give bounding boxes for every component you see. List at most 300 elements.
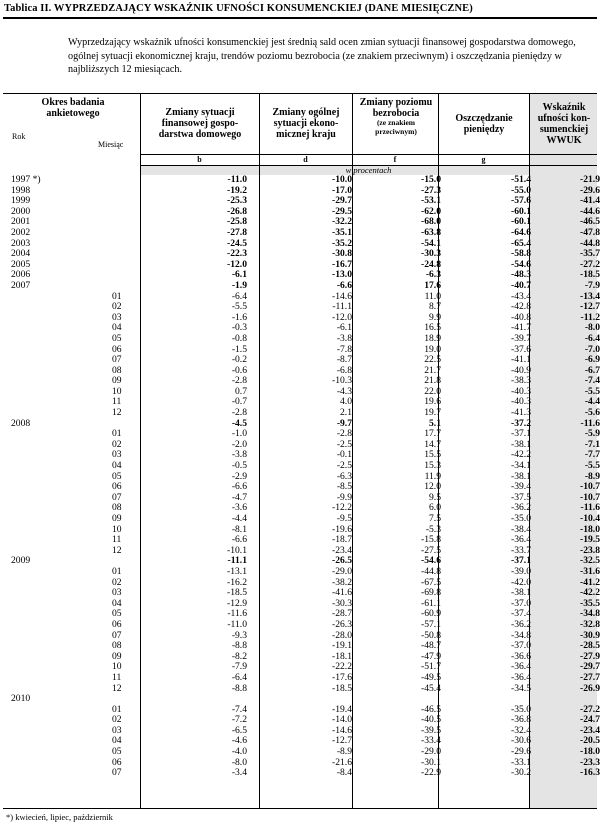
value-cell: -4.0 — [231, 746, 247, 758]
value-cell: -6.1 — [336, 322, 352, 334]
value-cell: -9.5 — [336, 513, 352, 524]
value-cell: -11.0 — [227, 618, 247, 630]
value-cell: -11.1 — [227, 555, 247, 567]
month-cell: 03 — [112, 587, 122, 599]
value-cell: -62.0 — [421, 205, 441, 217]
value-cell: -60.9 — [421, 608, 441, 620]
table-row — [0, 450, 600, 461]
value-cell: 21.7 — [424, 364, 441, 376]
value-cell: -41.7 — [511, 322, 531, 334]
month-cell: 02 — [112, 576, 122, 588]
value-cell: -10.7 — [580, 491, 600, 503]
value-cell: -39.5 — [421, 724, 441, 736]
value-cell: -63.8 — [421, 226, 441, 238]
value-cell: -54.1 — [421, 237, 441, 249]
value-cell: 22.0 — [424, 385, 441, 397]
value-cell: -8.0 — [584, 322, 600, 334]
value-cell: -14.0 — [332, 714, 352, 726]
table-row — [0, 588, 600, 599]
value-cell: -19.6 — [332, 523, 352, 535]
table-row — [0, 376, 600, 387]
value-cell: 9.9 — [429, 311, 441, 323]
table-row — [0, 631, 600, 642]
month-cell: 04 — [112, 597, 122, 609]
value-cell: -7.1 — [584, 438, 600, 450]
value-cell: -44.8 — [580, 237, 600, 249]
month-cell: 11 — [112, 396, 122, 408]
value-cell: -37.2 — [511, 417, 531, 429]
col-unemployment-header — [356, 97, 436, 136]
value-cell: -16.3 — [580, 767, 600, 779]
value-cell: -5.6 — [584, 407, 600, 419]
value-cell: -3.8 — [231, 449, 247, 461]
value-cell: 17.6 — [424, 279, 441, 291]
month-cell: 01 — [112, 565, 122, 577]
month-cell: 01 — [112, 428, 122, 440]
value-cell: -37.1 — [511, 428, 531, 440]
value-cell: -47.8 — [580, 226, 600, 238]
month-cell: 06 — [112, 756, 122, 768]
value-cell: -7.4 — [231, 703, 247, 715]
value-cell: -39.4 — [511, 481, 531, 493]
value-cell: 22.5 — [424, 354, 441, 366]
table-row — [0, 758, 600, 769]
table-body — [0, 175, 600, 779]
month-cell: 08 — [112, 640, 122, 652]
value-cell: -11.6 — [227, 608, 247, 620]
value-cell: -4.7 — [231, 491, 247, 503]
value-cell: -0.8 — [231, 332, 247, 344]
value-cell: -27.2 — [580, 258, 600, 270]
value-cell: -8.2 — [231, 650, 247, 662]
value-cell: -1.9 — [231, 279, 247, 291]
value-cell: -35.1 — [332, 226, 352, 238]
value-cell: -0.1 — [336, 449, 352, 461]
value-cell: -38.1 — [511, 438, 531, 450]
value-cell: -32.8 — [580, 618, 600, 630]
value-cell: -22.9 — [421, 767, 441, 779]
month-cell: 07 — [112, 767, 122, 779]
table-row — [0, 715, 600, 726]
table-row — [0, 281, 600, 292]
value-cell: -60.1 — [511, 205, 531, 217]
value-cell: -21.9 — [580, 174, 600, 185]
value-cell: -41.6 — [332, 587, 352, 599]
table-row — [0, 673, 600, 684]
value-cell: -13.4 — [580, 290, 600, 302]
value-cell: -18.0 — [580, 746, 600, 758]
value-cell: -1.6 — [231, 311, 247, 323]
value-cell: -65.4 — [511, 237, 531, 249]
value-cell: -33.4 — [421, 735, 441, 747]
value-cell: -12.0 — [227, 258, 247, 270]
value-cell: -54.6 — [421, 555, 441, 567]
value-cell: -4.4 — [584, 396, 600, 408]
value-cell: 0.7 — [235, 385, 247, 397]
value-cell: -2.8 — [231, 375, 247, 387]
month-cell: 09 — [112, 513, 122, 524]
value-cell: -6.8 — [336, 364, 352, 376]
value-cell: -21.6 — [332, 756, 352, 768]
value-cell: -46.5 — [580, 216, 600, 228]
value-cell: -6.9 — [584, 354, 600, 366]
value-cell: -7.0 — [584, 343, 600, 355]
col-wwuk-header: Wskaźnik ufności kon-sumenckiej WWUK — [537, 102, 591, 146]
value-cell: -13.0 — [332, 269, 352, 281]
value-cell: -38.1 — [511, 470, 531, 482]
year-cell: 1999 — [11, 195, 31, 207]
value-cell: -23.4 — [580, 724, 600, 736]
value-cell: -18.7 — [332, 534, 352, 546]
value-cell: -5.5 — [584, 385, 600, 397]
table-row — [0, 662, 600, 673]
value-cell: -26.5 — [332, 555, 352, 567]
month-cell: 07 — [112, 491, 122, 503]
table-bottom-rule — [3, 808, 597, 809]
value-cell: 12.0 — [424, 481, 441, 493]
value-cell: -24.8 — [421, 258, 441, 270]
value-cell: -28.0 — [332, 629, 352, 641]
table-row — [0, 768, 600, 779]
year-label: Rok — [12, 132, 26, 141]
value-cell: -57.6 — [511, 195, 531, 207]
value-cell: -41.3 — [511, 407, 531, 419]
table-row — [0, 620, 600, 631]
value-cell: -36.4 — [511, 534, 531, 546]
code-f: f — [393, 155, 397, 164]
value-cell: -9.3 — [231, 629, 247, 641]
month-cell: 10 — [112, 523, 122, 535]
table-row — [0, 440, 600, 451]
table-row — [0, 736, 600, 747]
month-cell: 05 — [112, 746, 122, 758]
value-cell: -23.8 — [580, 544, 600, 556]
value-cell: -23.3 — [580, 756, 600, 768]
value-cell: -11.6 — [580, 417, 600, 429]
value-cell: -9.9 — [336, 491, 352, 503]
value-cell: -8.9 — [584, 470, 600, 482]
value-cell: -30.3 — [332, 597, 352, 609]
table-row — [0, 514, 600, 525]
month-cell: 07 — [112, 354, 122, 366]
value-cell: -54.6 — [511, 258, 531, 270]
value-cell: -12.7 — [580, 301, 600, 313]
table-row — [0, 525, 600, 536]
value-cell: 19.0 — [424, 343, 441, 355]
month-cell: 12 — [112, 682, 122, 694]
value-cell: -44.8 — [421, 565, 441, 577]
table-row — [0, 567, 600, 578]
year-cell: 2002 — [11, 226, 31, 238]
month-cell: 01 — [112, 290, 122, 302]
value-cell: -48.7 — [421, 640, 441, 652]
value-cell: -38.4 — [511, 523, 531, 535]
table-row — [0, 641, 600, 652]
value-cell: -41.2 — [580, 576, 600, 588]
value-cell: -25.3 — [227, 195, 247, 207]
value-cell: -1.0 — [231, 428, 247, 440]
col-unemployment-note: (ze znakiem przeciwnym) — [375, 118, 417, 136]
value-cell: -25.8 — [227, 216, 247, 228]
value-cell: -5.5 — [231, 301, 247, 313]
value-cell: -7.9 — [231, 661, 247, 673]
year-cell: 1997 *) — [11, 174, 41, 185]
value-cell: -30.1 — [421, 756, 441, 768]
value-cell: -42.0 — [511, 576, 531, 588]
value-cell: -10.4 — [580, 513, 600, 524]
month-cell: 10 — [112, 385, 122, 397]
value-cell: -69.8 — [421, 587, 441, 599]
value-cell: -50.8 — [421, 629, 441, 641]
year-cell: 2001 — [11, 216, 31, 228]
month-cell: 05 — [112, 608, 122, 620]
month-cell: 04 — [112, 735, 122, 747]
code-g: g — [481, 155, 486, 164]
value-cell: -6.3 — [425, 269, 441, 281]
value-cell: -37.0 — [511, 597, 531, 609]
value-cell: -36.8 — [511, 714, 531, 726]
value-cell: -2.5 — [336, 460, 352, 472]
value-cell: -29.5 — [332, 205, 352, 217]
value-cell: -18.1 — [332, 650, 352, 662]
table-top-rule — [3, 93, 597, 94]
month-cell: 06 — [112, 618, 122, 630]
value-cell: -42.2 — [511, 449, 531, 461]
month-cell: 01 — [112, 703, 122, 715]
table-row — [0, 461, 600, 472]
year-cell: 2004 — [11, 248, 31, 260]
table-row — [0, 270, 600, 281]
value-cell: -4.6 — [231, 735, 247, 747]
value-cell: -4.5 — [231, 417, 247, 429]
month-cell: 11 — [112, 534, 122, 546]
value-cell: -6.3 — [336, 470, 352, 482]
value-cell: -28.7 — [332, 608, 352, 620]
table-row — [0, 535, 600, 546]
table-row — [0, 482, 600, 493]
value-cell: -51.4 — [511, 174, 531, 185]
value-cell: -18.5 — [227, 587, 247, 599]
value-cell: -32.4 — [511, 724, 531, 736]
month-cell: 02 — [112, 714, 122, 726]
value-cell: -36.2 — [511, 502, 531, 514]
value-cell: -40.3 — [511, 396, 531, 408]
code-d: d — [303, 155, 308, 164]
title-rule — [3, 17, 597, 19]
value-cell: -16.7 — [332, 258, 352, 270]
value-cell: -61.1 — [421, 597, 441, 609]
value-cell: -19.5 — [580, 534, 600, 546]
value-cell: -3.6 — [231, 502, 247, 514]
value-cell: -33.7 — [511, 544, 531, 556]
value-cell: -55.0 — [511, 184, 531, 196]
value-cell: 4.0 — [340, 396, 352, 408]
value-cell: -34.1 — [511, 460, 531, 472]
table-row — [0, 260, 600, 271]
value-cell: -30.9 — [580, 629, 600, 641]
value-cell: 16.5 — [424, 322, 441, 334]
value-cell: -12.7 — [332, 735, 352, 747]
period-header: Okres badania ankietowego — [41, 97, 105, 119]
value-cell: -38.2 — [332, 576, 352, 588]
table-row — [0, 726, 600, 737]
value-cell: -40.5 — [421, 714, 441, 726]
value-cell: -37.5 — [511, 491, 531, 503]
value-cell: 9.5 — [429, 491, 441, 503]
value-cell: -35.2 — [332, 237, 352, 249]
value-cell: 21.8 — [424, 375, 441, 387]
month-cell: 05 — [112, 332, 122, 344]
value-cell: -38.3 — [511, 375, 531, 387]
value-cell: -2.0 — [231, 438, 247, 450]
value-cell: -64.6 — [511, 226, 531, 238]
value-cell: -8.8 — [231, 640, 247, 652]
value-cell: -30.3 — [421, 248, 441, 260]
value-cell: -6.4 — [584, 332, 600, 344]
year-cell: 2007 — [11, 279, 31, 291]
table-row — [0, 705, 600, 716]
value-cell: -27.8 — [227, 226, 247, 238]
table-row — [0, 397, 600, 408]
value-cell: -22.3 — [227, 248, 247, 260]
month-cell: 11 — [112, 671, 122, 683]
value-cell: 17.7 — [424, 428, 441, 440]
table-row — [0, 175, 600, 186]
value-cell: -9.7 — [336, 417, 352, 429]
value-cell: -68.0 — [421, 216, 441, 228]
value-cell: -30.2 — [511, 767, 531, 779]
value-cell: -3.4 — [231, 767, 247, 779]
value-cell: -29.0 — [332, 565, 352, 577]
table-row — [0, 694, 600, 705]
table-row — [0, 366, 600, 377]
table-row — [0, 684, 600, 695]
value-cell: -11.2 — [580, 311, 600, 323]
value-cell: -6.6 — [231, 481, 247, 493]
year-cell: 2003 — [11, 237, 31, 249]
value-cell: -5.9 — [584, 428, 600, 440]
table-row — [0, 408, 600, 419]
value-cell: -26.8 — [227, 205, 247, 217]
value-cell: -32.2 — [332, 216, 352, 228]
value-cell: -6.1 — [231, 269, 247, 281]
month-cell: 03 — [112, 311, 122, 323]
table-row — [0, 609, 600, 620]
value-cell: -35.5 — [580, 597, 600, 609]
value-cell: -8.9 — [336, 746, 352, 758]
value-cell: -8.0 — [231, 756, 247, 768]
footnote: *) kwiecień, lipiec, październik — [6, 812, 113, 822]
value-cell: -8.8 — [231, 682, 247, 694]
value-cell: -18.5 — [332, 682, 352, 694]
value-cell: -19.1 — [332, 640, 352, 652]
month-cell: 08 — [112, 364, 122, 376]
table-row — [0, 578, 600, 589]
value-cell: -8.1 — [231, 523, 247, 535]
table-row — [0, 249, 600, 260]
value-cell: -58.8 — [511, 248, 531, 260]
value-cell: -17.0 — [332, 184, 352, 196]
value-cell: -36.4 — [511, 671, 531, 683]
unit-label: w procentach — [345, 165, 392, 175]
month-cell: 03 — [112, 449, 122, 461]
value-cell: 19.7 — [424, 407, 441, 419]
value-cell: -7.4 — [584, 375, 600, 387]
value-cell: -39.7 — [511, 332, 531, 344]
value-cell: -6.5 — [231, 724, 247, 736]
value-cell: -15.8 — [421, 534, 441, 546]
value-cell: -4.4 — [231, 513, 247, 524]
value-cell: -5.5 — [584, 460, 600, 472]
month-cell: 06 — [112, 481, 122, 493]
value-cell: -67.5 — [421, 576, 441, 588]
value-cell: -6.6 — [231, 534, 247, 546]
value-cell: -12.9 — [227, 597, 247, 609]
month-cell: 03 — [112, 724, 122, 736]
value-cell: -35.7 — [580, 248, 600, 260]
value-cell: -29.7 — [580, 661, 600, 673]
table-row — [0, 599, 600, 610]
value-cell: -29.6 — [511, 746, 531, 758]
value-cell: -37.1 — [511, 555, 531, 567]
value-cell: -60.1 — [511, 216, 531, 228]
value-cell: -27.2 — [580, 703, 600, 715]
value-cell: -8.4 — [336, 767, 352, 779]
value-cell: -2.8 — [231, 407, 247, 419]
value-cell: -36.4 — [511, 661, 531, 673]
value-cell: -48.3 — [511, 269, 531, 281]
value-cell: -2.9 — [231, 470, 247, 482]
table-row — [0, 207, 600, 218]
year-cell: 2009 — [11, 555, 31, 567]
col-savings-header: Oszczędzanie pieniędzy — [455, 113, 513, 135]
value-cell: -43.4 — [511, 290, 531, 302]
month-cell: 06 — [112, 343, 122, 355]
value-cell: -36.6 — [511, 650, 531, 662]
value-cell: -8.5 — [336, 481, 352, 493]
month-cell: 02 — [112, 438, 122, 450]
value-cell: -28.5 — [580, 640, 600, 652]
value-cell: 2.1 — [340, 407, 352, 419]
table-row — [0, 387, 600, 398]
value-cell: -0.2 — [231, 354, 247, 366]
value-cell: -26.9 — [580, 682, 600, 694]
value-cell: -6.4 — [231, 671, 247, 683]
value-cell: -49.5 — [421, 671, 441, 683]
year-cell: 2005 — [11, 258, 31, 270]
value-cell: -27.5 — [421, 544, 441, 556]
value-cell: -6.6 — [336, 279, 352, 291]
month-cell: 12 — [112, 544, 122, 556]
value-cell: -34.8 — [580, 608, 600, 620]
year-cell: 2008 — [11, 417, 31, 429]
month-cell: 05 — [112, 470, 122, 482]
table-row — [0, 239, 600, 250]
intro-paragraph: Wyprzedzający wskaźnik ufności konsumenckiej jest średnią sald ocen zmian sytuacji finansowej gospodarstwa domowego, ogólnej sytuacji ekonomicznej kraju, trendów poziomu bezrobocia (ze znakiem przeciwnym) i oszczędzania pieniędzy w najbliższych 12 miesiącach. — [68, 37, 576, 75]
value-cell: -40.3 — [511, 385, 531, 397]
value-cell: 6.0 — [429, 502, 441, 514]
value-cell: 19.6 — [424, 396, 441, 408]
month-cell: 04 — [112, 460, 122, 472]
value-cell: -33.1 — [511, 756, 531, 768]
value-cell: -34.8 — [511, 629, 531, 641]
value-cell: -37.0 — [511, 640, 531, 652]
value-cell: -0.6 — [231, 364, 247, 376]
value-cell: -1.5 — [231, 343, 247, 355]
table-row — [0, 652, 600, 663]
table-row — [0, 334, 600, 345]
table-row — [0, 345, 600, 356]
